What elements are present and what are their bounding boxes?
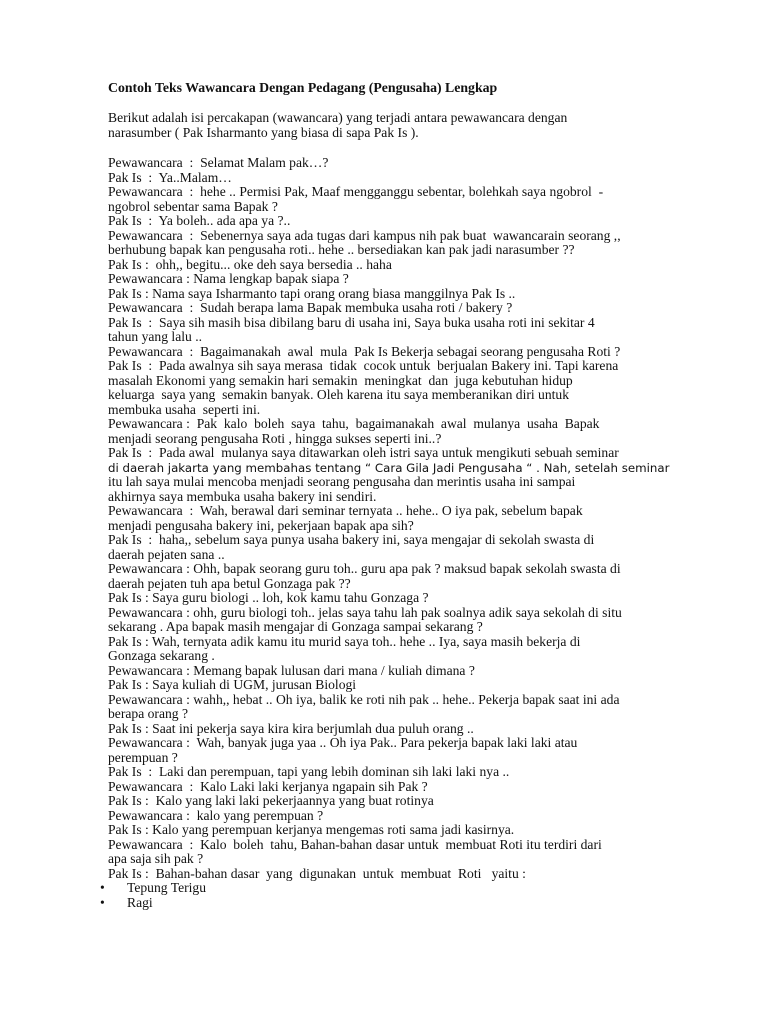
transcript-line: Pewawancara : Selamat Malam pak…? [108,155,329,170]
transcript-line: Pak Is : Ya..Malam… [108,169,232,185]
transcript-line: Pewawancara : Kalo Laki laki kerjanya ngapain sih Pak ? [108,778,428,794]
bullet-icon: • [100,880,105,895]
list-item [100,894,688,911]
transcript-line: daerah pejaten sana .. [108,546,225,562]
interview-transcript [100,155,688,910]
transcript-line: Pewawancara : Bagaimanakah awal mula Pak Is Bekerja sebagai seorang pengusaha Roti ? [108,343,621,359]
transcript-line: Pewawancara : ohh, guru biologi toh.. jelas saya tahu lah pak soalnya adik saya sekolah di situ [108,604,622,620]
intro-paragraph [108,110,698,139]
list-item-text: Tepung Terigu [127,880,207,895]
transcript-line: Gonzaga sekarang . [108,648,215,663]
transcript-line: Pak Is : Saya guru biologi .. loh, kok kamu tahu Gonzaga ? [108,590,429,605]
transcript-line: berhubung bapak kan pengusaha roti.. hehe .. bersediakan kan pak jadi narasumber ?? [108,242,575,257]
transcript-line: Pak Is : Saya sih masih bisa dibilang baru di usaha ini, Saya buka usaha roti ini sekitar 4 [108,314,595,330]
list-item [100,880,688,896]
transcript-line: Pewawancara : Ohh, bapak seorang guru toh.. guru apa pak ? maksud bapak sekolah swasta di [108,561,621,576]
document-title: Contoh Teks Wawancara Dengan Pedagang (Pengusaha) Lengkap [108,80,498,95]
transcript-line: Pak Is : Kalo yang laki laki pekerjaannya yang buat rotinya [108,793,434,808]
transcript-line: Pewawancara : Sebenernya saya ada tugas dari kampus nih pak buat wawancarain seorang ,, [108,227,621,243]
transcript-line: Pak Is : Nama saya Isharmanto tapi orang orang biasa manggilnya Pak Is .. [108,285,516,301]
transcript-line: Pak Is : Kalo yang perempuan kerjanya mengemas roti sama jadi kasirnya. [108,822,515,837]
transcript-line: keluarga saya yang semakin banyak. Oleh karena itu saya memberanikan diri untuk [108,387,570,402]
transcript-line: Pak Is : Saya kuliah di UGM, jurusan Biologi [108,677,357,692]
transcript-line: Pak Is : ohh,, begitu... oke deh saya bersedia .. haha [108,256,392,272]
transcript-line: Pak Is : Pada awalnya sih saya merasa tidak cocok untuk berjualan Bakery ini. Tapi karena [108,358,619,373]
transcript-line: Pak Is : Wah, ternyata adik kamu itu murid saya toh.. hehe .. Iya, saya masih bekerja di [108,633,581,649]
bullet-icon: • [100,894,105,910]
transcript-line: Pewawancara : Wah, banyak juga yaa .. Oh iya Pak.. Para pekerja bapak laki laki atau [108,735,578,750]
transcript-line: Pewawancara : kalo yang perempuan ? [108,807,324,823]
transcript-line: masalah Ekonomi yang semakin hari semakin meningkat dan juga kebutuhan hidup [108,372,573,388]
transcript-line: di daerah jakarta yang membahas tentang “ Cara Gila Jadi Pengusaha “ . Nah, setelah seminar [108,460,670,475]
transcript-line: Pak Is : Bahan-bahan dasar yang digunakan untuk membuat Roti yaitu : [108,865,526,881]
transcript-line: menjadi pengusaha bakery ini, pekerjaan bapak apa sih? [108,517,414,533]
ingredient-list [100,880,688,910]
intro-line: Berikut adalah isi percakapan (wawancara) yang terjadi antara pewawancara dengan [108,110,568,125]
intro-line: narasumber ( Pak Isharmanto yang biasa di sapa Pak Is ). [108,124,419,140]
transcript-line: Pak Is : Laki dan perempuan, tapi yang lebih dominan sih laki laki nya .. [108,764,510,779]
transcript-line: sekarang . Apa bapak masih mengajar di Gonzaga sampai sekarang ? [108,619,483,634]
transcript-line: perempuan ? [108,749,178,765]
transcript-line: apa saja sih pak ? [108,851,204,866]
transcript-line: Pak Is : Saat ini pekerja saya kira kira berjumlah dua puluh orang .. [108,720,474,736]
transcript-lines [108,156,688,881]
transcript-line: Pewawancara : Memang bapak lulusan dari mana / kuliah dimana ? [108,662,475,678]
transcript-line: Pewawancara : Pak kalo boleh saya tahu, bagaimanakah awal mulanya usaha Bapak [108,416,600,431]
transcript-line: tahun yang lalu .. [108,329,203,344]
transcript-line: membuka usaha seperti ini. [108,401,261,417]
transcript-line: berapa orang ? [108,706,189,721]
transcript-line: Pewawancara : Wah, berawal dari seminar ternyata .. hehe.. O iya pak, sebelum bapak [108,503,583,518]
transcript-line: Pewawancara : hehe .. Permisi Pak, Maaf mengganggu sebentar, bolehkah saya ngobrol - [108,184,604,199]
transcript-line: ngobrol sebentar sama Bapak ? [108,198,278,214]
transcript-line: menjadi seorang pengusaha Roti , hingga sukses seperti ini..? [108,430,442,446]
transcript-line: Pak Is : haha,, sebelum saya punya usaha bakery ini, saya mengajar di sekolah swasta di [108,532,595,547]
transcript-line: Pewawancara : wahh,, hebat .. Oh iya, balik ke roti nih pak .. hehe.. Pekerja bapak saat ini ada [108,691,620,707]
transcript-line: Pewawancara : Sudah berapa lama Bapak membuka usaha roti / bakery ? [108,300,513,315]
transcript-line: Pak Is : Pada awal mulanya saya ditawarkan oleh istri saya untuk mengikuti sebuah seminar [108,445,619,460]
transcript-line: Pak Is : Ya boleh.. ada apa ya ?.. [108,213,291,228]
transcript-line: itu lah saya mulai mencoba menjadi seorang pengusaha dan merintis usaha ini sampai [108,474,576,489]
transcript-line: akhirnya saya membuka usaha bakery ini sendiri. [108,488,377,504]
transcript-line: Pewawancara : Kalo boleh tahu, Bahan-bahan dasar untuk membuat Roti itu terdiri dari [108,836,602,852]
list-item-text: Ragi [127,894,153,910]
transcript-line: Pewawancara : Nama lengkap bapak siapa ? [108,271,349,286]
transcript-line: daerah pejaten tuh apa betul Gonzaga pak ?? [108,575,351,591]
